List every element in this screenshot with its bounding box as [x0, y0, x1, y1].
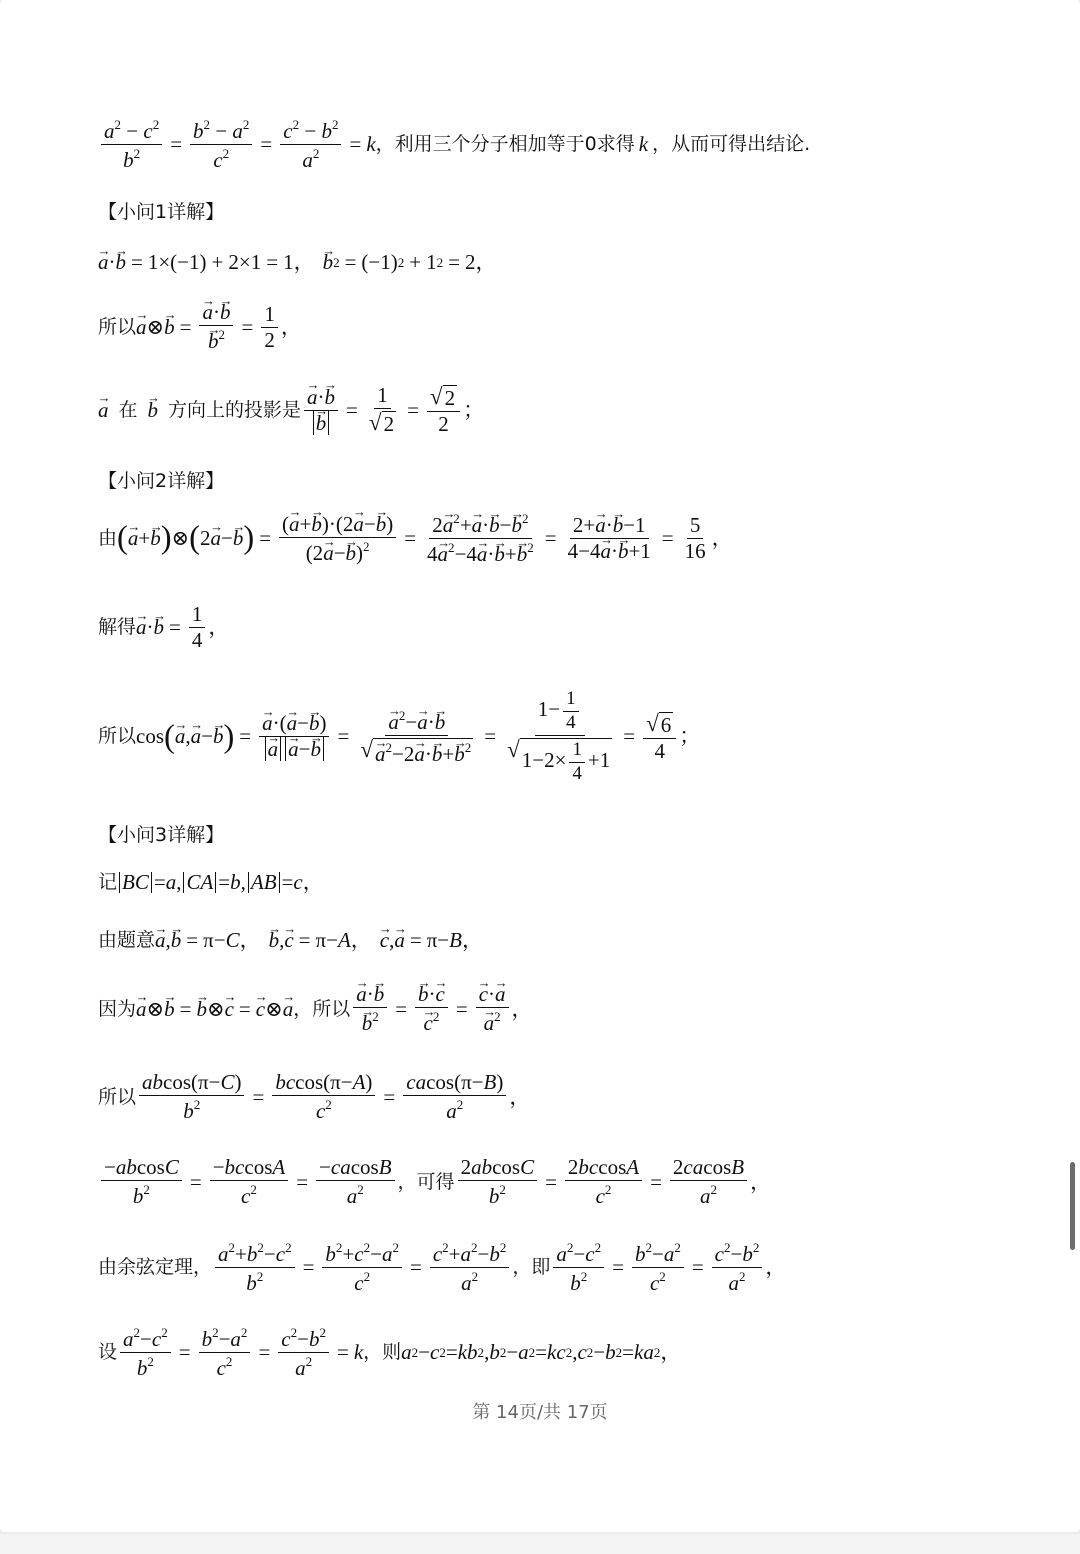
- text-so-4: 所以: [98, 1085, 137, 1108]
- dot-product-line: → a · → b = 1×(−1) + 2×1 = 1， → b 2 = (−1) 2 + 1 2 = 2，: [98, 252, 496, 273]
- text-in: 在: [118, 398, 138, 421]
- text-namely: ，即: [512, 1256, 551, 1279]
- law-of-cosines-line: 由余弦定理， $\frac{a^2+b^2-c^2}{b^2}$ = $\frac{b^2+c^2-a^2}{c^2}$ = $\frac{c^2+a^2-b^2}{a^2}$ ，即 $\frac{a^2-c^2}{b^2}$ = $\frac{b^2-a^2}{c^2}$ = $\frac{c^2-b^2}{a^2}$ ，: [98, 1240, 787, 1296]
- angle-line: 由题意 → a , → b = π− C ， → b , → c = π− A ， → c , → a = π− B ，: [98, 930, 483, 951]
- page-footer: 第 14页/共 17页: [472, 1402, 608, 1423]
- intro-equation-line: $\frac{a^2 - c^2}{b^2}$ = $\frac{b^2 - a^2}{c^2}$ = $\frac{c^2 - b^2}{a^2}$ = k ，利用三个分子相加等于0求得 k ，从而可得出结论.: [98, 118, 810, 171]
- text-so-3: ，所以: [293, 997, 351, 1020]
- text-so: 所以: [98, 315, 137, 338]
- text-let: 设: [98, 1341, 118, 1364]
- viewer-bottom-strip: [0, 1534, 1080, 1554]
- solve-line: 解得 → a · → b = $\frac{1}{4}$ ，: [98, 604, 229, 651]
- text-by: 由: [98, 527, 118, 550]
- text-because: 因为: [98, 997, 137, 1020]
- text-given: 由题意: [98, 929, 156, 951]
- text-projection: 方向上的投影是: [168, 398, 302, 421]
- projection-line: → a 在 → b 方向上的投影是 → a·→ b → b = 1 √ 2 = √ 2 2 ；: [98, 385, 484, 435]
- otimes-expansion-line: 由 ( → a + → b ) ⊗ ( 2 → a − → b ) = $\frac{(\to a+\to b)\cdot(2\to a-\to b)}{(2\to a-\to b)^2}$ = $\frac{2\to a^2+\to a\cdot\to b-\to b^2}{4\to a^2-4\to a\cdot\to b+\to b^2}$ = $\frac{2+\to a\cdot\to b-1}{4-4\to a\cdot\to b+1}$ = $\frac{5}{16}$ ，: [98, 512, 733, 565]
- heading-part1: 【小问1详解】: [98, 201, 225, 223]
- fraction: $\frac{a^2 - c^2}{b^2}$: [101, 118, 162, 171]
- cosine-line: 所以 cos ( → a , → a − → b ) = → a·(→ a−→ b) → a→ a−→ b = → $a^2-\to a\cdot\to b$ √ → $a^2-2\to a\cdot\to b+\to b^2$ = 1− $\frac{1}{4}$ √ 1−2× $\frac{1}{4}$ +1 = √ 6 4 ；: [98, 690, 700, 784]
- text-then: ，则: [363, 1341, 402, 1364]
- otimes-line: 所以 → a ⊗ → b = → a·→ b → $b^2$ = $\frac{1}{2}$ ，: [98, 302, 302, 352]
- heading-part2: 【小问2详解】: [98, 470, 225, 492]
- text-note: 记: [98, 871, 118, 893]
- intro-text-end: ，从而可得出结论.: [652, 133, 811, 156]
- notation-line: 记 BC = a , CA = b , AB = c ，: [98, 870, 324, 894]
- text-law-cosines: 由余弦定理，: [98, 1256, 213, 1279]
- set-k-line: 设 $\frac{a^2-c^2}{b^2}$ = $\frac{b^2-a^2}{c^2}$ = $\frac{c^2-b^2}{a^2}$ = k ，则 a 2 − c 2 = kb 2 , b 2 − a 2 = kc 2 , c 2 − b 2 = ka 2 ，: [98, 1325, 682, 1381]
- text-so-2: 所以: [98, 725, 137, 748]
- neg-cos-line: $\frac{-abcosC}{b^2}$ = $\frac{-bccosA}{c^2}$ = $\frac{-cacosB}{a^2}$ ，可得 $\frac{2abcosC}{b^2}$ = $\frac{2bccosA}{c^2}$ = $\frac{2cacosB}{a^2}$ ，: [98, 1157, 771, 1207]
- otimes-equal-line: 因为 → a ⊗ → b = → b ⊗ → c = → c ⊗ → a ，所以 → a·→ b → $b^2$ = → b·→ c → $c^2$ = → c·→ a → $a^2$ ，: [98, 984, 533, 1034]
- text-can-get: ，可得: [397, 1170, 455, 1193]
- text-solve: 解得: [98, 616, 137, 638]
- intro-text: ，利用三个分子相加等于0求得: [375, 133, 635, 156]
- scrollbar-thumb[interactable]: [1070, 1162, 1075, 1250]
- cos-ratio-line: 所以 $\frac{abcos(\pi-C)}{b^2}$ = $\frac{bccos(\pi-A)}{c^2}$ = $\frac{cacos(\pi-B)}{a^2}$ ，: [98, 1070, 531, 1124]
- heading-part3: 【小问3详解】: [98, 824, 225, 846]
